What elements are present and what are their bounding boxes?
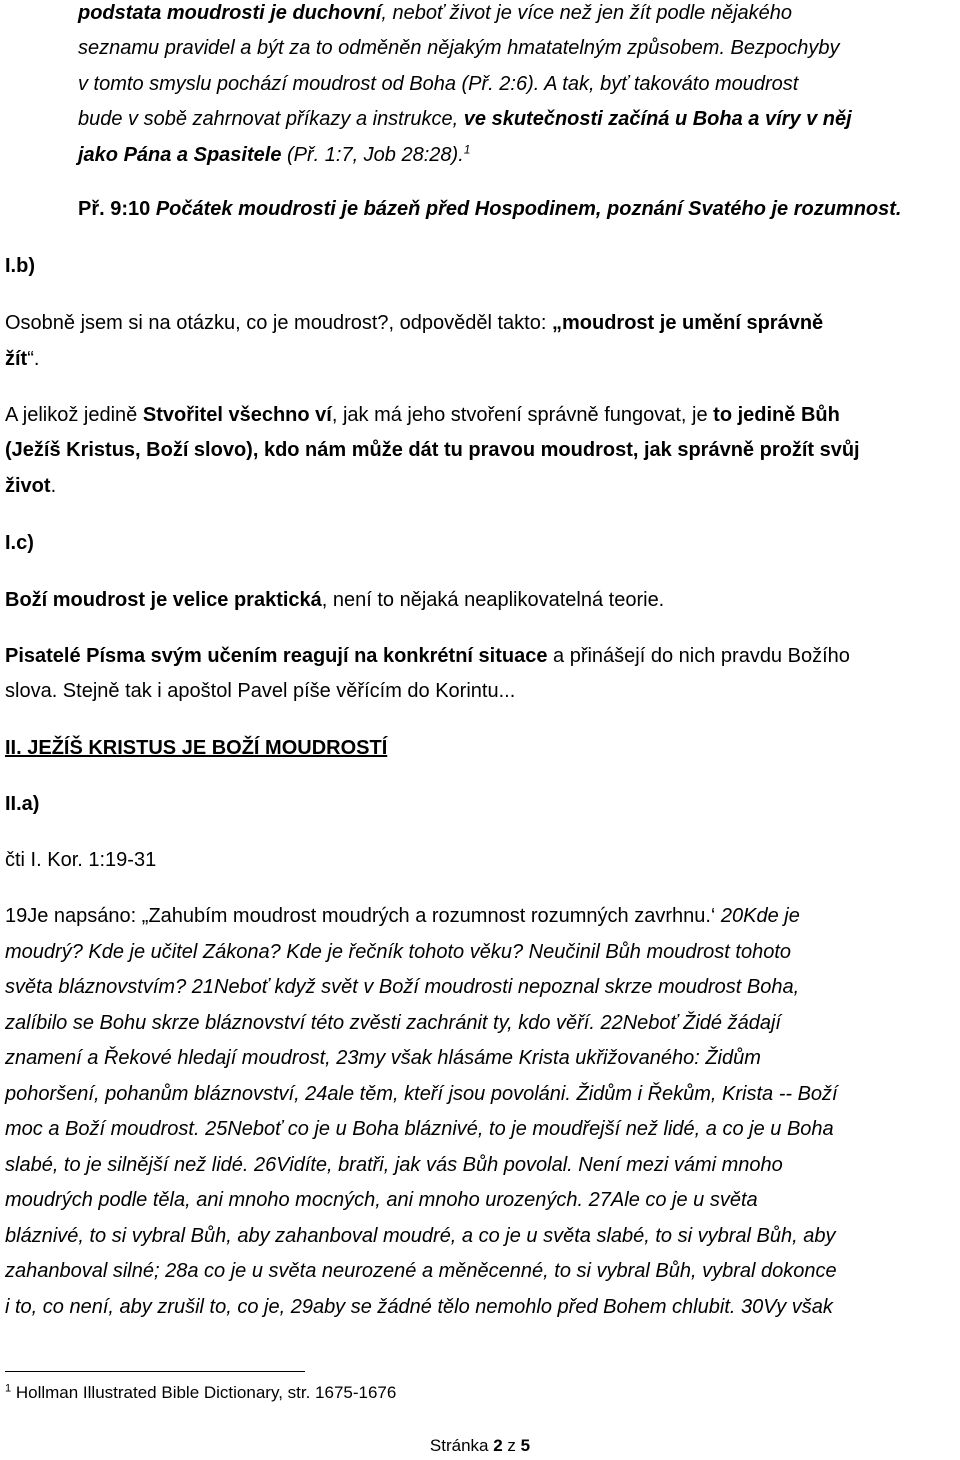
footnote-number: 1 <box>5 1382 12 1395</box>
scripture-line: moudrý? Kde je učitel Zákona? Kde je řečník tohoto věku? Neučinil Bůh moudrost tohoto <box>5 941 792 963</box>
intro-line-5 <box>78 142 470 168</box>
intro-line-3: v tomto smyslu pochází moudrost od Boha (Př. 2:6). A tak, byť takováto moudrost <box>78 73 799 95</box>
answer-line-2 <box>5 346 39 372</box>
para-text: , jak má jeho stvoření správně fungovat, je <box>331 404 714 426</box>
footnote <box>5 1383 396 1403</box>
paragraph-1c-line-3: slova. Stejně tak i apoštol Pavel píše věřícím do Korintu... <box>5 680 516 702</box>
para-text: a přinášejí do nich pravdu Božího <box>547 645 850 667</box>
paragraph-1b-line-2: (Ježíš Kristus, Boží slovo), kdo nám může dát tu pravou moudrost, jak správně prožít svůj <box>5 439 860 461</box>
section-heading-2: II. JEŽÍŠ KRISTUS JE BOŽÍ MOUDROSTÍ <box>5 737 388 759</box>
page-total: 5 <box>520 1436 531 1455</box>
scripture-italic: 20Kde je <box>720 905 800 927</box>
scripture-line: moc a Boží moudrost. 25Neboť co je u Boha bláznivé, to je moudřejší než lidé, a co je u Boha <box>5 1118 834 1140</box>
intro-bold: jako Pána a Spasitele <box>78 144 282 166</box>
intro-line-1 <box>78 0 792 26</box>
paragraph-1c-line-2 <box>5 643 850 669</box>
para-text: , není to nějaká neaplikovatelná teorie. <box>321 589 665 611</box>
intro-text: (Př. 1:7, Job 28:28). <box>281 144 464 166</box>
intro-bold: podstata moudrosti je duchovní <box>78 2 382 24</box>
para-bold: život <box>5 475 51 497</box>
footnote-divider <box>5 1371 305 1372</box>
para-text: A jelikož jedině <box>5 404 143 426</box>
verse-line <box>78 196 902 222</box>
para-bold: to jedině Bůh <box>713 404 840 426</box>
paragraph-1b-line-1 <box>5 402 840 428</box>
scripture-line: zalíbilo se Bohu skrze bláznovství této zvěsti zachránit ty, kdo věří. 22Neboť Židé žádají <box>5 1012 781 1034</box>
paragraph-1b-line-3 <box>5 473 56 499</box>
verse-text: Počátek moudrosti je bázeň před Hospodinem, poznání Svatého je rozumnost. <box>155 198 902 220</box>
intro-text: bude v sobě zahrnovat příkazy a instrukce, <box>78 108 464 130</box>
intro-bold: ve skutečnosti začíná u Boha a víry v něj <box>463 108 852 130</box>
scripture-line: světa bláznovstvím? 21Neboť když svět v Boží moudrosti nepoznal skrze moudrost Boha, <box>5 976 800 998</box>
scripture-line: zahanboval silné; 28a co je u světa neurozené a měněcenné, to si vybral Bůh, vybral dokonce <box>5 1260 837 1282</box>
scripture-line: pohoršení, pohanům bláznovství, 24ale těm, kteří jsou povoláni. Židům i Řekům, Krista -- Boží <box>5 1083 838 1105</box>
para-text: . <box>50 475 57 497</box>
intro-text: , neboť život je více než jen žít podle nějakého <box>381 2 793 24</box>
scripture-line: moudrých podle těla, ani mnoho mocných, ani mnoho urozených. 27Ale co je u světa <box>5 1189 758 1211</box>
para-bold: Stvořitel všechno ví <box>142 404 332 426</box>
intro-line-4 <box>78 106 852 132</box>
scripture-line: bláznivé, to si vybral Bůh, aby zahanboval moudré, a co je u světa slabé, to si vybral Bůh, aby <box>5 1225 836 1247</box>
section-heading-2a: II.a) <box>5 793 40 815</box>
answer-text: Osobně jsem si na otázku, co je moudrost?, odpověděl takto: <box>5 312 552 334</box>
reading-reference: čti I. Kor. 1:19-31 <box>5 849 157 871</box>
footnote-text: Hollman Illustrated Bible Dictionary, str. 1675-1676 <box>11 1383 397 1402</box>
answer-line-1 <box>5 310 823 336</box>
section-heading-1c: I.c) <box>5 532 34 554</box>
answer-bold: „moudrost je umění správně <box>551 312 824 334</box>
page-sep: z <box>502 1436 521 1455</box>
verse-ref: Př. 9:10 <box>78 198 156 220</box>
para-bold: Boží moudrost je velice praktická <box>5 589 322 611</box>
scripture-line-1 <box>5 903 800 929</box>
scripture-line: znamení a Řekové hledají moudrost, 23my však hlásáme Krista ukřižovaného: Židům <box>5 1047 761 1069</box>
section-heading-1b: I.b) <box>5 255 35 277</box>
para-bold: Pisatelé Písma svým učením reagují na konkrétní situace <box>5 645 548 667</box>
scripture-line: slabé, to je silnější než lidé. 26Vidíte, bratři, jak vás Bůh povolal. Není mezi vámi mnoho <box>5 1154 783 1176</box>
footnote-ref[interactable]: 1 <box>463 142 471 157</box>
page-footer <box>0 1436 960 1456</box>
paragraph-1c-line-1 <box>5 587 664 613</box>
page-current: 2 <box>493 1436 503 1455</box>
page-label: Stránka <box>429 1436 494 1455</box>
answer-text: “. <box>27 348 40 370</box>
answer-bold: žít <box>5 348 28 370</box>
scripture-line: i to, co není, aby zrušil to, co je, 29aby se žádné tělo nemohlo před Bohem chlubit. 30Vy však <box>5 1296 833 1318</box>
scripture-text: 19Je napsáno: „Zahubím moudrost moudrých a rozumnost rozumných zavrhnu.‘ <box>5 905 721 927</box>
intro-line-2: seznamu pravidel a být za to odměněn nějakým hmatatelným způsobem. Bezpochyby <box>78 37 840 59</box>
